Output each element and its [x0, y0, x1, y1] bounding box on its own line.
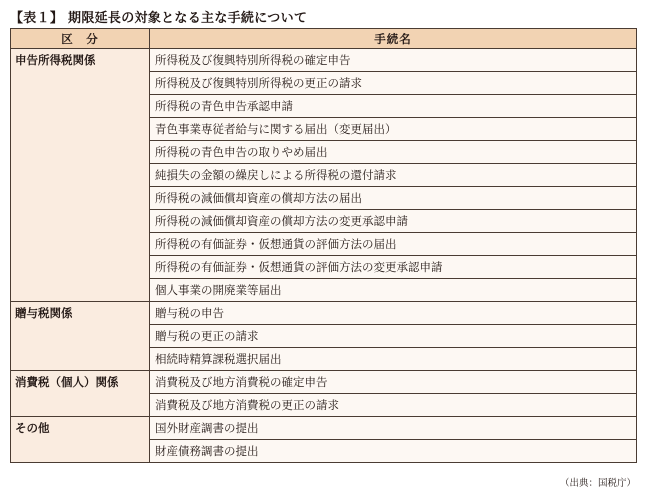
- table-row: [11, 371, 637, 394]
- procedure-cell: 国外財産調書の提出: [150, 417, 637, 440]
- header-procedure: 手続名: [150, 29, 637, 49]
- procedure-cell: 所得税の減価償却資産の償却方法の届出: [150, 187, 637, 210]
- procedure-cell: 青色事業専従者給与に関する届出（変更届出）: [150, 118, 637, 141]
- procedure-cell: 贈与税の申告: [150, 302, 637, 325]
- category-cell: 贈与税関係: [11, 302, 150, 371]
- table-body: [11, 49, 637, 463]
- category-cell: その他: [11, 417, 150, 463]
- procedure-cell: 所得税の青色申告承認申請: [150, 95, 637, 118]
- procedure-cell: 所得税の減価償却資産の償却方法の変更承認申請: [150, 210, 637, 233]
- procedure-cell: 消費税及び地方消費税の更正の請求: [150, 394, 637, 417]
- procedure-cell: 個人事業の開廃業等届出: [150, 279, 637, 302]
- procedure-cell: 消費税及び地方消費税の確定申告: [150, 371, 637, 394]
- procedure-cell: 所得税の有価証券・仮想通貨の評価方法の届出: [150, 233, 637, 256]
- procedure-cell: 所得税及び復興特別所得税の更正の請求: [150, 72, 637, 95]
- procedure-cell: 所得税の青色申告の取りやめ届出: [150, 141, 637, 164]
- category-cell: 消費税（個人）関係: [11, 371, 150, 417]
- table-title: 【表１】 期限延長の対象となる主な手続について: [10, 11, 308, 26]
- table-row: [11, 49, 637, 72]
- table-header-row: [11, 29, 637, 49]
- procedure-cell: 純損失の金額の繰戻しによる所得税の還付請求: [150, 164, 637, 187]
- procedure-cell: 相続時精算課税選択届出: [150, 348, 637, 371]
- procedure-cell: 財産債務調書の提出: [150, 440, 637, 463]
- source-note: （出典：国税庁）: [559, 478, 636, 489]
- procedures-table: [10, 28, 637, 463]
- category-cell: 申告所得税関係: [11, 49, 150, 302]
- procedure-cell: 所得税及び復興特別所得税の確定申告: [150, 49, 637, 72]
- table-row: [11, 302, 637, 325]
- procedure-cell: 贈与税の更正の請求: [150, 325, 637, 348]
- header-category: 区 分: [11, 29, 150, 49]
- procedure-cell: 所得税の有価証券・仮想通貨の評価方法の変更承認申請: [150, 256, 637, 279]
- table-row: [11, 417, 637, 440]
